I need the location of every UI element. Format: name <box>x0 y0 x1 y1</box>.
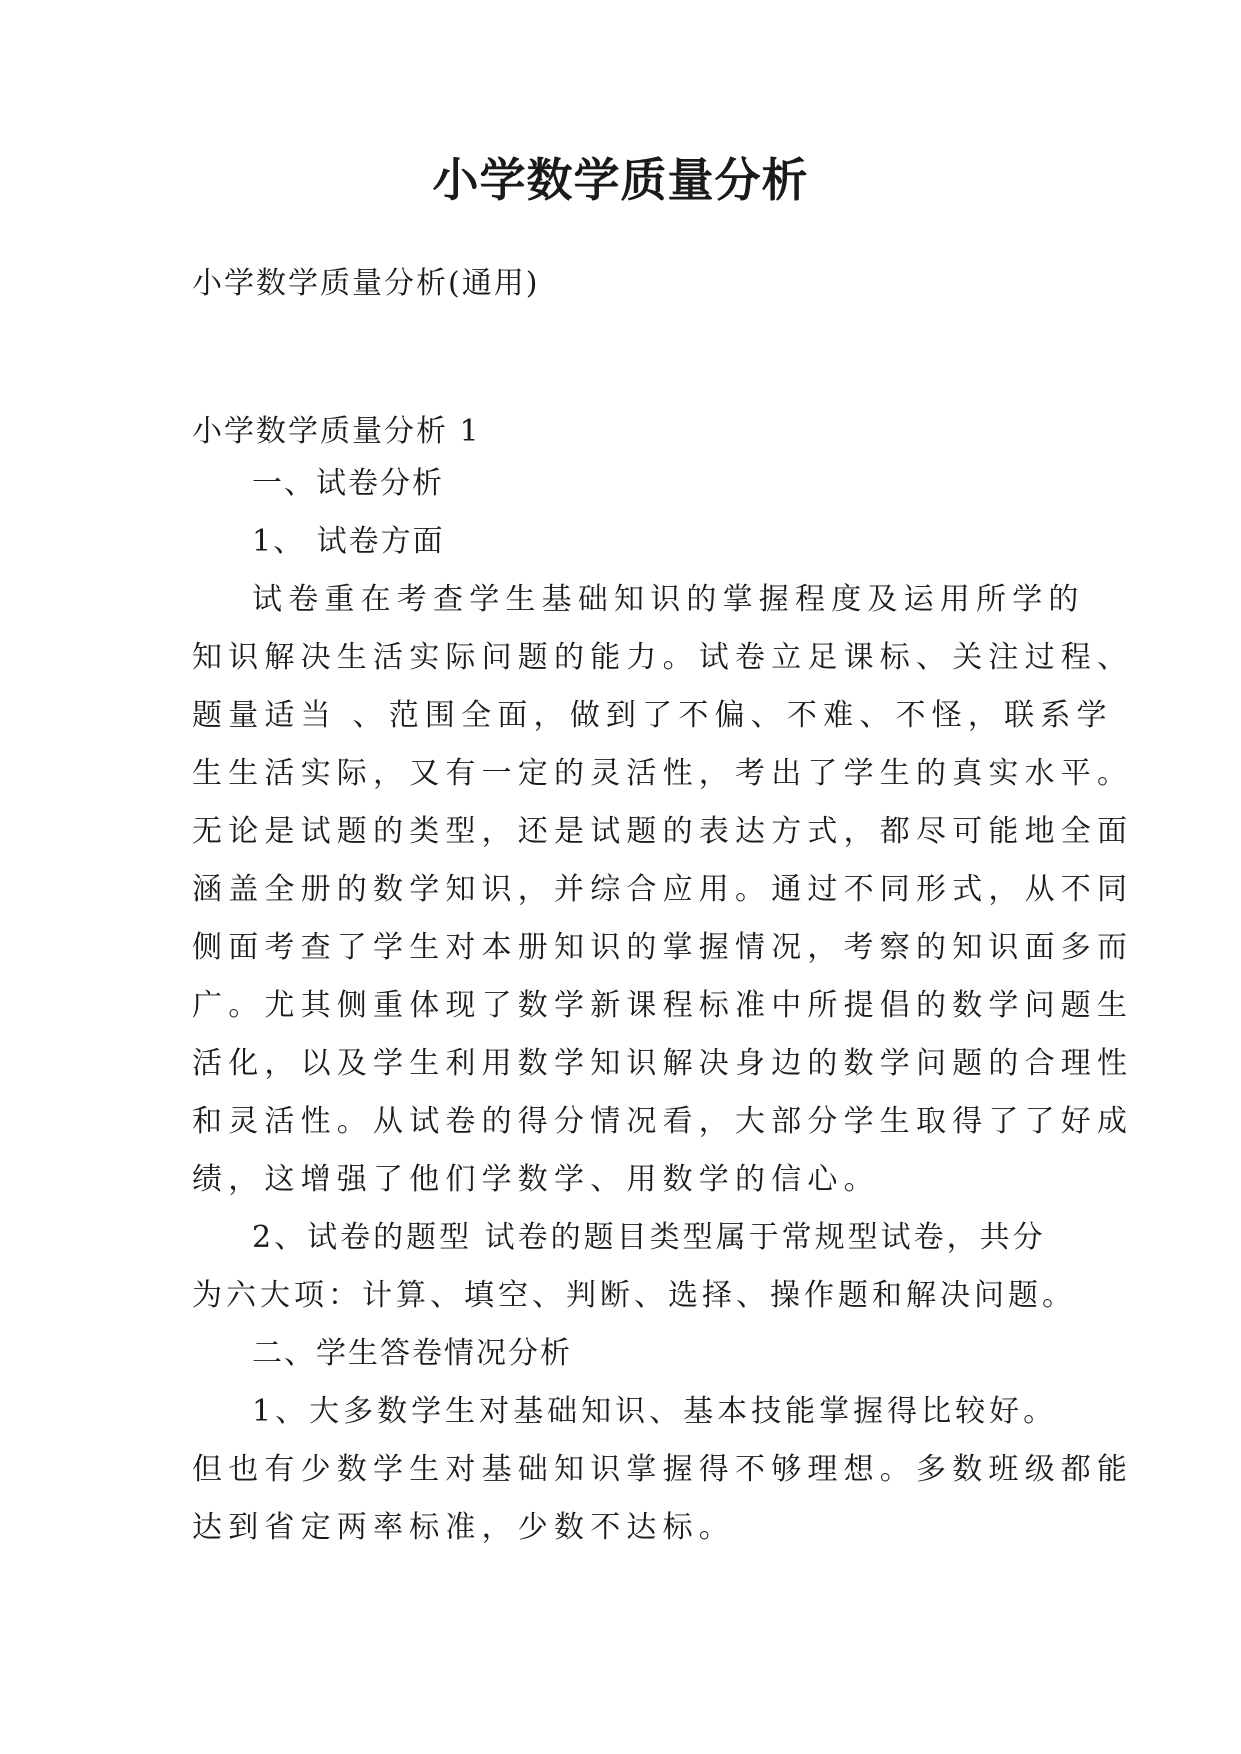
paragraph-line: 生生活实际，又有一定的灵活性，考出了学生的真实水平。 <box>192 756 1134 791</box>
paragraph-line: 和灵活性。从试卷的得分情况看，大部分学生取得了了好成 <box>192 1104 1134 1139</box>
document-subtitle: 小学数学质量分析(通用) <box>192 266 540 301</box>
paragraph-line: 为六大项：计算、填空、判断、选择、操作题和解决问题。 <box>192 1278 1076 1313</box>
paragraph-line: 活化，以及学生利用数学知识解决身边的数学问题的合理性 <box>192 1046 1134 1081</box>
paragraph-line: 广。尤其侧重体现了数学新课程标准中所提倡的数学问题生 <box>192 988 1134 1023</box>
paragraph-line: 侧面考查了学生对本册知识的掌握情况，考察的知识面多而 <box>192 930 1134 965</box>
paragraph-line: 2、试卷的题型 试卷的题目类型属于常规型试卷，共分 <box>252 1220 1046 1255</box>
paragraph-line: 达到省定两率标准，少数不达标。 <box>192 1510 735 1545</box>
section-heading: 小学数学质量分析 1 <box>192 414 481 449</box>
paragraph-line: 1、大多数学生对基础知识、基本技能掌握得比较好。 <box>252 1394 1058 1429</box>
paragraph-line: 绩，这增强了他们学数学、用数学的信心。 <box>192 1162 880 1197</box>
subheading-exam-aspect: 1、 试卷方面 <box>252 524 445 559</box>
paragraph-line: 无论是试题的类型，还是试题的表达方式，都尽可能地全面 <box>192 814 1134 849</box>
document-title: 小学数学质量分析 <box>432 153 809 207</box>
paragraph-line: 题量适当 、范围全面，做到了不偏、不难、不怪，联系学 <box>192 698 1113 733</box>
paragraph-line: 但也有少数学生对基础知识掌握得不够理想。多数班级都能 <box>192 1452 1134 1487</box>
paragraph-line: 知识解决生活实际问题的能力。试卷立足课标、关注过程、 <box>192 640 1134 675</box>
heading-exam-analysis: 一、试卷分析 <box>252 466 444 501</box>
paragraph-line: 涵盖全册的数学知识，并综合应用。通过不同形式，从不同 <box>192 872 1134 907</box>
paragraph-line: 试卷重在考查学生基础知识的掌握程度及运用所学的 <box>252 582 1085 617</box>
heading-student-analysis: 二、学生答卷情况分析 <box>252 1336 572 1371</box>
